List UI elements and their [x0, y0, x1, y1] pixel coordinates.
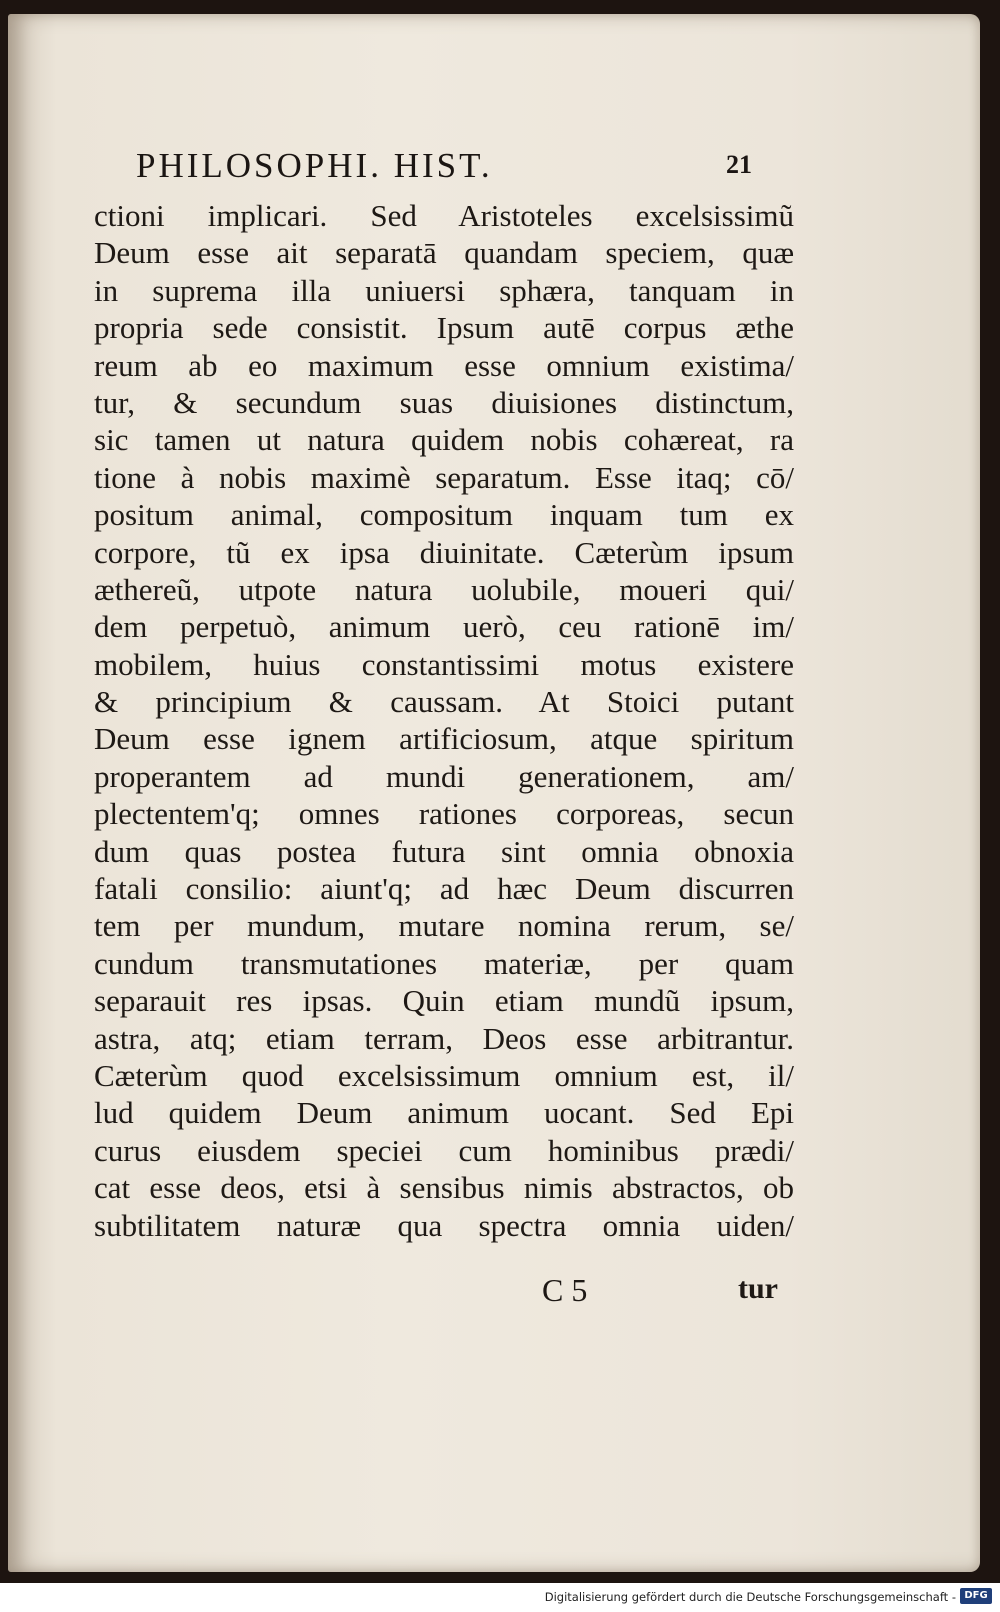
running-head-title: PHILOSOPHI. HIST. — [136, 146, 493, 185]
page-number: 21 — [726, 150, 752, 179]
text-line: positum animal, compositum inquam tum ex — [94, 497, 794, 533]
catchword: tur — [738, 1272, 778, 1305]
text-line: corpore, tũ ex ipsa diuinitate. Cæterùm ipsum — [94, 534, 794, 570]
text-line: in suprema illa uniuersi sphæra, tanquam in — [94, 272, 794, 308]
credit-bar — [0, 1583, 1000, 1612]
body-text — [94, 197, 814, 1244]
text-line: tione à nobis maximè separatum. Esse itaq; cō/ — [94, 459, 794, 495]
text-line: astra, atq; etiam terram, Deos esse arbitrantur. — [94, 1020, 794, 1056]
text-line: reum ab eo maximum esse omnium existima/ — [94, 347, 794, 383]
text-line: cat esse deos, etsi à sensibus nimis abstractos, ob — [94, 1170, 794, 1206]
text-line: properantem ad mundi generationem, am/ — [94, 758, 794, 794]
text-line: & principium & caussam. At Stoici putant — [94, 684, 794, 720]
text-line: Cæterùm quod excelsissimum omnium est, il/ — [94, 1057, 794, 1093]
signature-mark: C 5 — [542, 1272, 588, 1308]
funding-credit: Digitalisierung gefördert durch die Deutsche Forschungsgemeinschaft - — [544, 1590, 956, 1604]
text-line: mobilem, huius constantissimi motus existere — [94, 646, 794, 682]
text-line: ctioni implicari. Sed Aristoteles excelsissimũ — [94, 198, 794, 233]
text-line: tur, & secundum suas diuisiones distinctum, — [94, 384, 794, 420]
page-footer — [94, 1272, 814, 1312]
text-line: lud quidem Deum animum uocant. Sed Epi — [94, 1095, 794, 1131]
text-line: sic tamen ut natura quidem nobis cohæreat, ra — [94, 422, 794, 458]
text-line: dem perpetuò, animum uerò, ceu rationē im/ — [94, 609, 794, 645]
running-head — [136, 146, 786, 194]
text-line: Deum esse ait separatā quandam speciem, quæ — [94, 235, 794, 271]
text-line: tem per mundum, mutare nomina rerum, se/ — [94, 908, 794, 944]
text-line: separauit res ipsas. Quin etiam mundũ ipsum, — [94, 983, 794, 1019]
text-line: curus eiusdem speciei cum hominibus prædi/ — [94, 1132, 794, 1168]
dfg-logo-icon: DFG — [960, 1588, 992, 1604]
text-line: æthereũ, utpote natura uolubile, moueri qui/ — [94, 571, 794, 607]
text-line: plectentem'q; omnes rationes corporeas, secun — [94, 796, 794, 832]
text-line: fatali consilio: aiunt'q; ad hæc Deum discurren — [94, 871, 794, 907]
text-line: dum quas postea futura sint omnia obnoxia — [94, 833, 794, 869]
text-line: propria sede consistit. Ipsum autē corpus æthe — [94, 310, 794, 346]
text-line: Deum esse ignem artificiosum, atque spiritum — [94, 721, 794, 757]
text-line: subtilitatem naturæ qua spectra omnia uiden/ — [94, 1207, 794, 1243]
text-line: cundum transmutationes materiæ, per quam — [94, 945, 794, 981]
book-page — [8, 14, 980, 1572]
